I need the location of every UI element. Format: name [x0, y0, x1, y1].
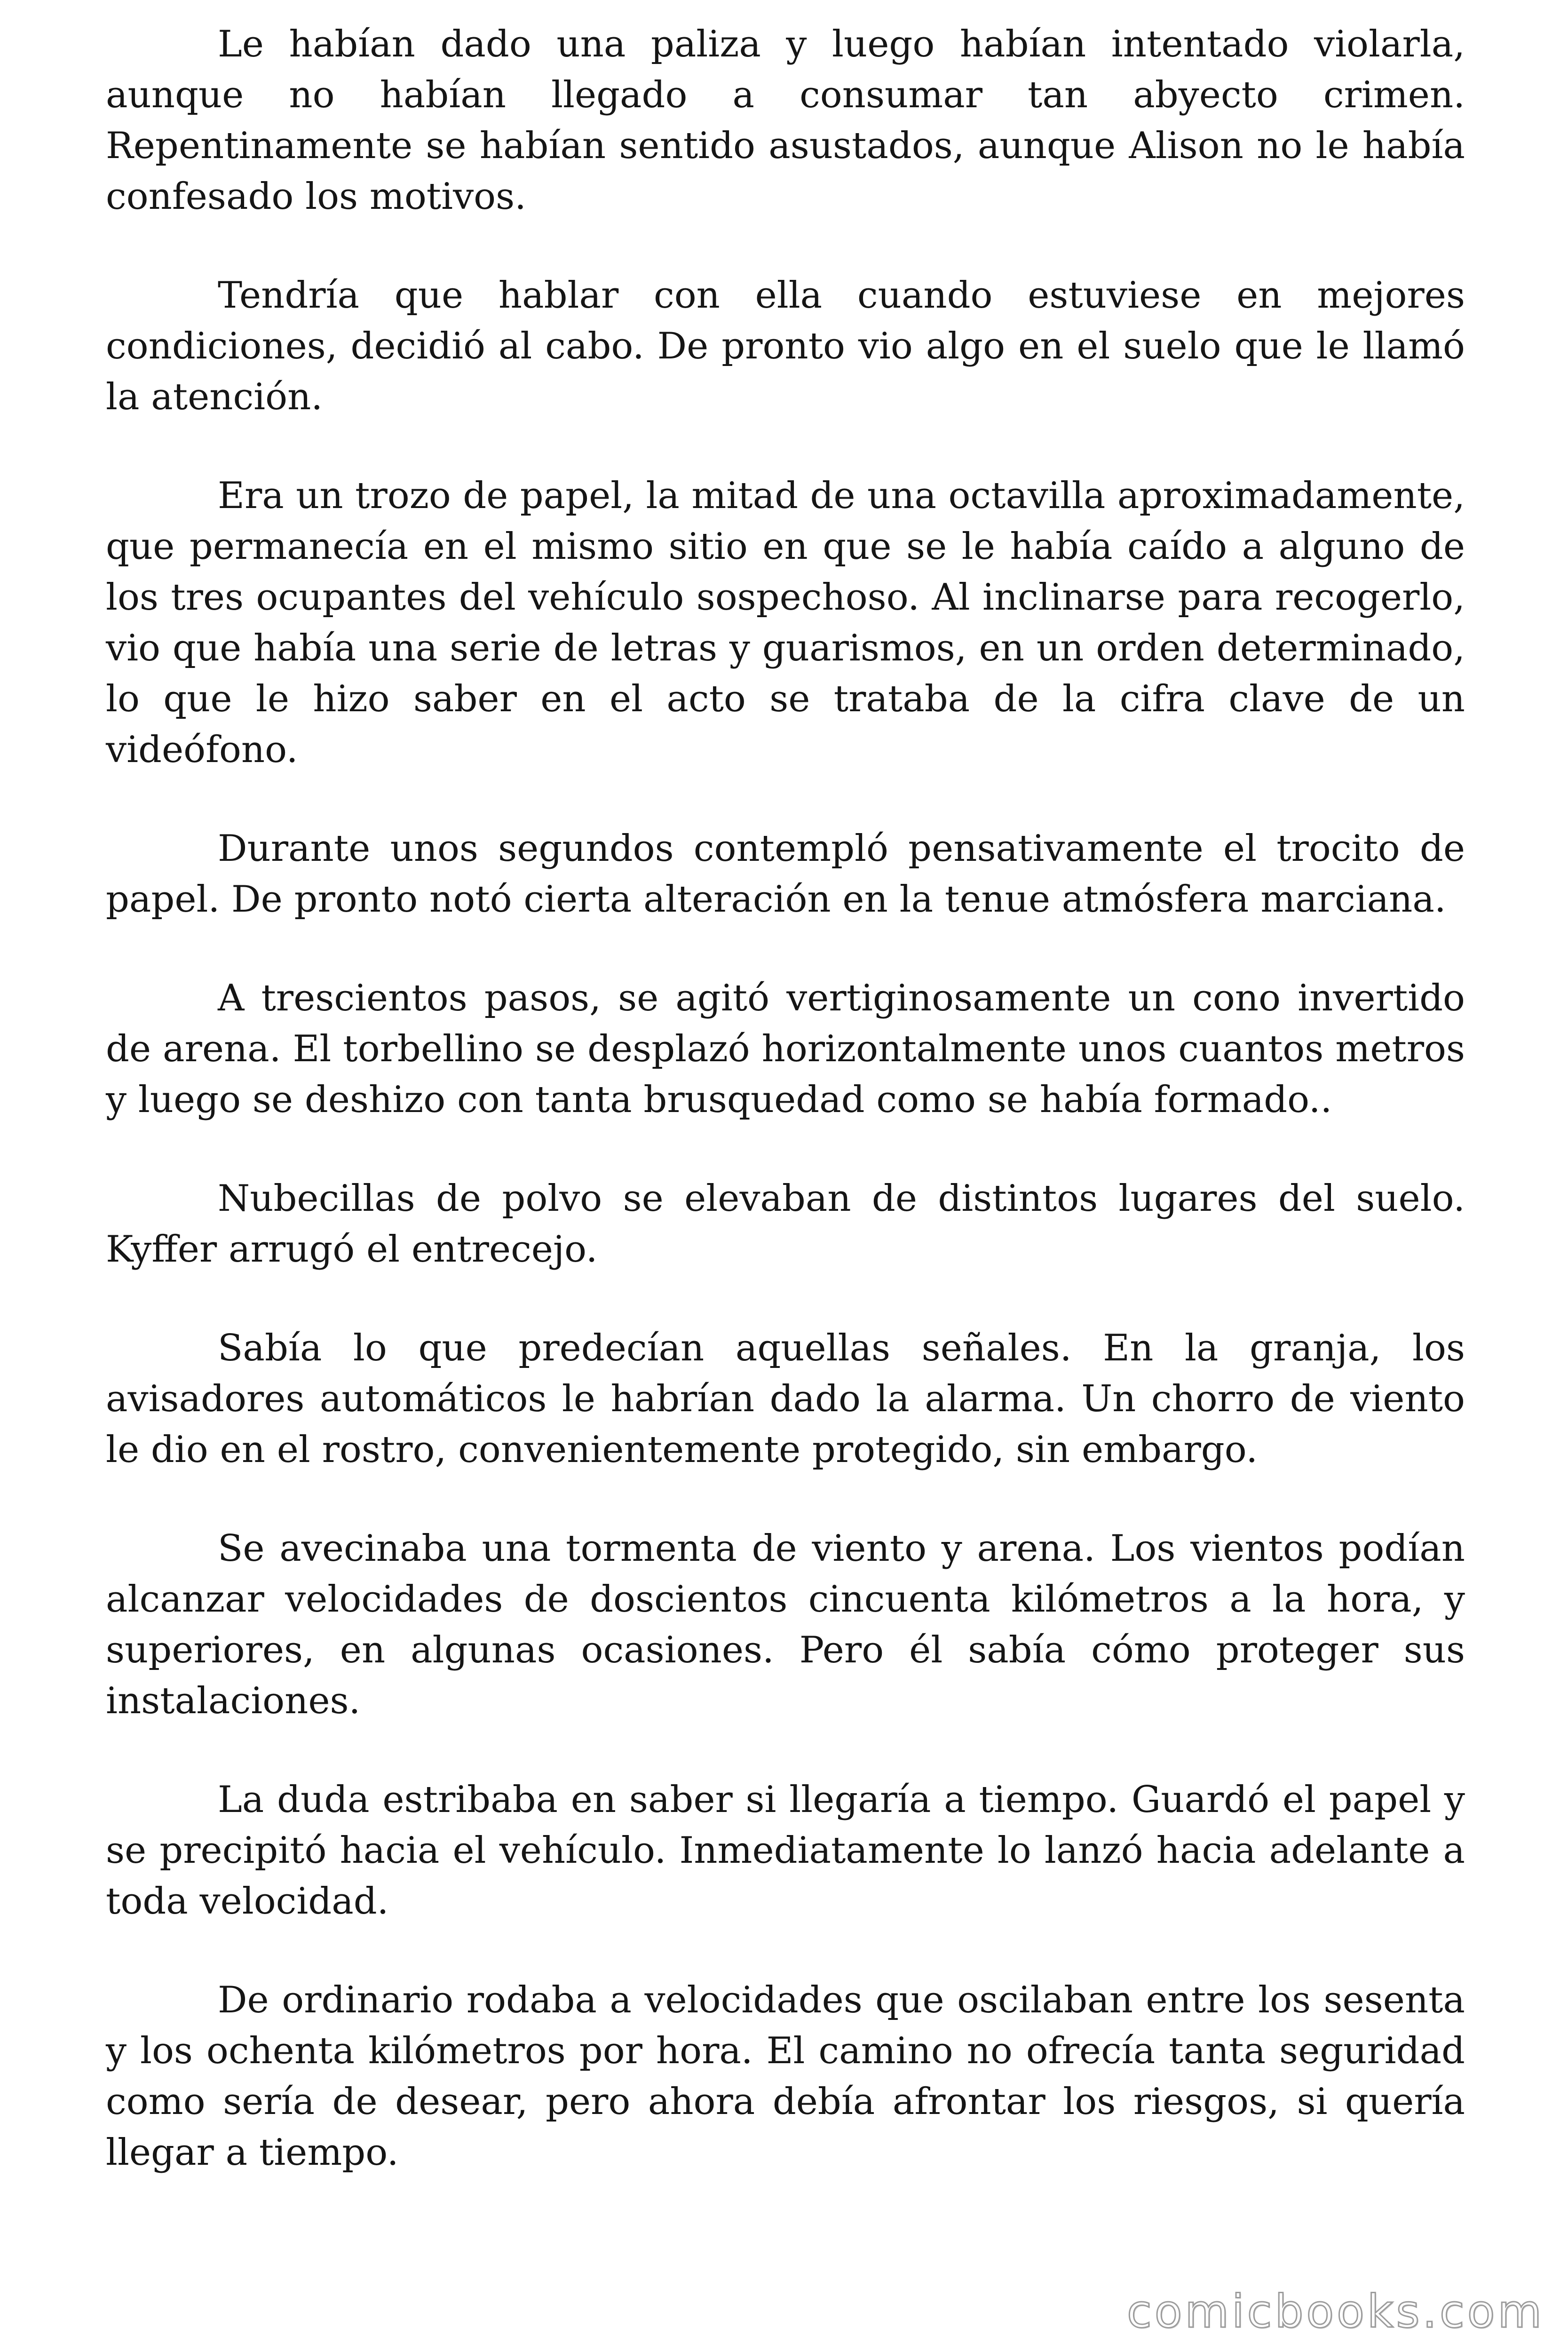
paragraph: Sabía lo que predecían aquellas señales. En la granja, los avisadores automáticos le habrían dado la alarma. Un chorro de viento le dio en el rostro, convenientemente protegido, sin embargo.	[106, 1327, 1465, 1471]
body-text	[106, 19, 1465, 2178]
paragraph: De ordinario rodaba a velocidades que oscilaban entre los sesenta y los ochenta kilómetros por hora. El camino no ofrecía tanta seguridad como sería de desear, pero ahora debía afrontar los riesgos, si quería llegar a tiempo.	[106, 1979, 1465, 2174]
paragraph: Nubecillas de polvo se elevaban de distintos lugares del suelo. Kyffer arrugó el entrecejo.	[106, 1177, 1465, 1271]
paragraph: Se avecinaba una tormenta de viento y arena. Los vientos podían alcanzar velocidades de doscientos cincuenta kilómetros a la hora, y superiores, en algunas ocasiones. Pero él sabía cómo proteger sus instalaciones.	[106, 1527, 1465, 1722]
watermark: comicbooks.com	[1126, 2285, 1544, 2338]
paragraph: Tendría que hablar con ella cuando estuviese en mejores condiciones, decidió al cabo. De pronto vio algo en el suelo que le llamó la atención.	[106, 274, 1465, 418]
paragraph: La duda estribaba en saber si llegaría a tiempo. Guardó el papel y se precipitó hacia el vehículo. Inmediatamente lo lanzó hacia adelante a toda velocidad.	[106, 1779, 1465, 1923]
paragraph: A trescientos pasos, se agitó vertiginosamente un cono invertido de arena. El torbellino se desplazó horizontalmente unos cuantos metros y luego se deshizo con tanta brusquedad como se había formado..	[106, 977, 1465, 1121]
paragraph: Durante unos segundos contempló pensativamente el trocito de papel. De pronto notó cierta alteración en la tenue atmósfera marciana.	[106, 827, 1465, 921]
paragraph: Le habían dado una paliza y luego habían intentado violarla, aunque no habían llegado a consumar tan abyecto crimen. Repentinamente se habían sentido asustados, aunque Alison no le había confesado los motivos.	[106, 23, 1465, 218]
paragraph: Era un trozo de papel, la mitad de una octavilla aproximadamente, que permanecía en el mismo sitio en que se le había caído a alguno de los tres ocupantes del vehículo sospechoso. Al inclinarse para recogerlo, vio que había una serie de letras y guarismos, en un orden determinado, lo que le hizo saber en el acto se trataba de la cifra clave de un videófono.	[106, 475, 1465, 771]
